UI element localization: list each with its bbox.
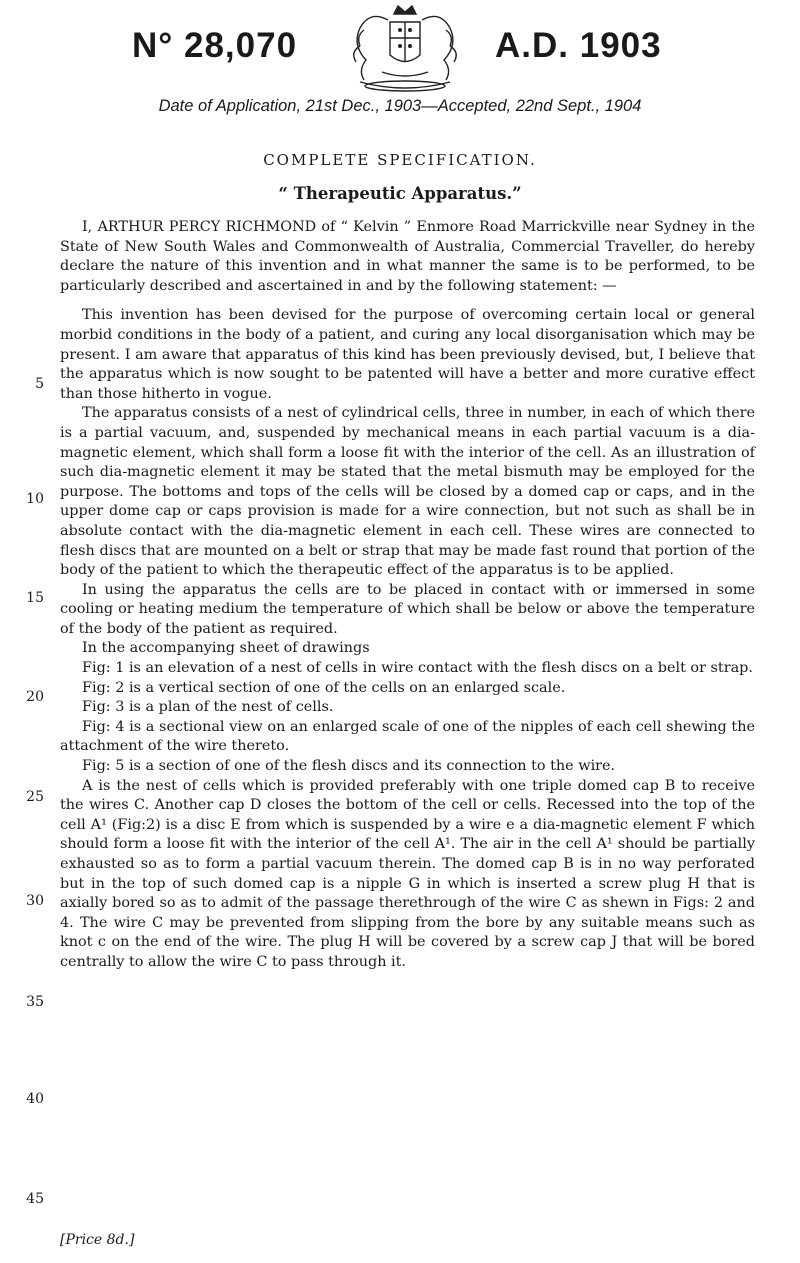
paragraph: In the accompanying sheet of drawings (82, 640, 370, 657)
patent-header (0, 0, 800, 145)
specification-heading: COMPLETE SPECIFICATION. (263, 151, 537, 169)
line-number: 25 (26, 789, 44, 805)
paragraph: Fig: 1 is an elevation of a nest of cells in wire contact with the flesh discs on a belt or strap. (82, 660, 753, 677)
royal-coat-of-arms-icon (320, 0, 490, 95)
paragraph: Fig: 4 is a sectional view on an enlarged scale of one of the nipples of each cell shewing the attachment of the wire thereto. (60, 718, 755, 755)
paragraph: Fig: 3 is a plan of the nest of cells. (82, 699, 334, 716)
line-number: 30 (26, 893, 44, 909)
patent-number: N° 28,070 (132, 26, 298, 65)
application-dates: Date of Application, 21st Dec., 1903—Accepted, 22nd Sept., 1904 (158, 97, 642, 115)
line-number: 40 (26, 1091, 44, 1107)
paragraph: Fig: 2 is a vertical section of one of the cells on an enlarged scale. (82, 679, 566, 696)
paragraph: A is the nest of cells which is provided preferably with one triple domed cap B to receive the wires C. Another cap D closes the bottom of the cell or cells. Recessed into the top of the cell A¹ (Fig:2) is a disc E from which is suspended by a wire e a dia-magnetic element F which should form a loose fit with the interior of the cell A¹. The air in the cell A¹ should be partially exhausted so as to form a partial vacuum therein. The domed cap B is in no way perforated but in the top of such domed cap is a nipple G in which is inserted a screw plug H that is axially bored so as to admit of the passage therethrough of the wire C as shewn in Figs: 2 and 4. The wire C may be prevented from slipping from the bore by any suitable means such as knot c on the end of the wire. The plug H will be covered by a screw cap J that will be bored centrally to allow the wire C to pass through it. (60, 777, 755, 970)
patent-year: A.D. 1903 (495, 26, 662, 65)
line-number: 5 (35, 376, 44, 392)
price-label: [Price 8d.] (60, 1232, 135, 1248)
line-number: 35 (26, 994, 44, 1010)
line-number: 10 (26, 491, 44, 507)
paragraph: Fig: 5 is a section of one of the flesh discs and its connection to the wire. (82, 758, 616, 775)
paragraph: The apparatus consists of a nest of cylindrical cells, three in number, in each of which there is a partial vacuum, and, suspended by mechanical means in each partial vacuum is a dia-magnetic element, which shall form a loose fit with the interior of the cell. As an illustration of such dia-magnetic element it may be stated that the metal bismuth may be employed for the purpose. The bottoms and tops of the cells will be closed by a domed cap or caps, and in the upper dome cap or caps provision is made for a wire connection, but not such as shall be in absolute contact with the dia-magnetic element in each cell. These wires are connected to flesh discs that are mounted on a belt or strap that may be made fast round that portion of the body of the patient to which the therapeutic effect of the apparatus is to be applied. (60, 405, 755, 579)
line-number: 45 (26, 1191, 44, 1207)
paragraph: I, ARTHUR PERCY RICHMOND of “ Kelvin ” Enmore Road Marrickville near Sydney in the State of New South Wales and Commonwealth of Australia, Commercial Traveller, do hereby declare the nature of this invention and in what manner the same is to be performed, to be particularly described and ascertained in and by the following statement: — (60, 219, 755, 294)
specification-body (60, 218, 755, 973)
line-number: 20 (26, 689, 44, 705)
paragraph: This invention has been devised for the purpose of overcoming certain local or general morbid conditions in the body of a patient, and curing any local disorganisation which may be present. I am aware that apparatus of this kind has been previously devised, but, I believe that the apparatus which is now sought to be patented will have a better and more curative effect than those hitherto in vogue. (60, 307, 755, 402)
paragraph: In using the apparatus the cells are to be placed in contact with or immersed in some cooling or heating medium the temperature of which shall be below or above the temperature of the body of the patient as required. (60, 581, 755, 637)
invention-title: “ Therapeutic Apparatus.” (278, 184, 522, 203)
line-number: 15 (26, 590, 44, 606)
